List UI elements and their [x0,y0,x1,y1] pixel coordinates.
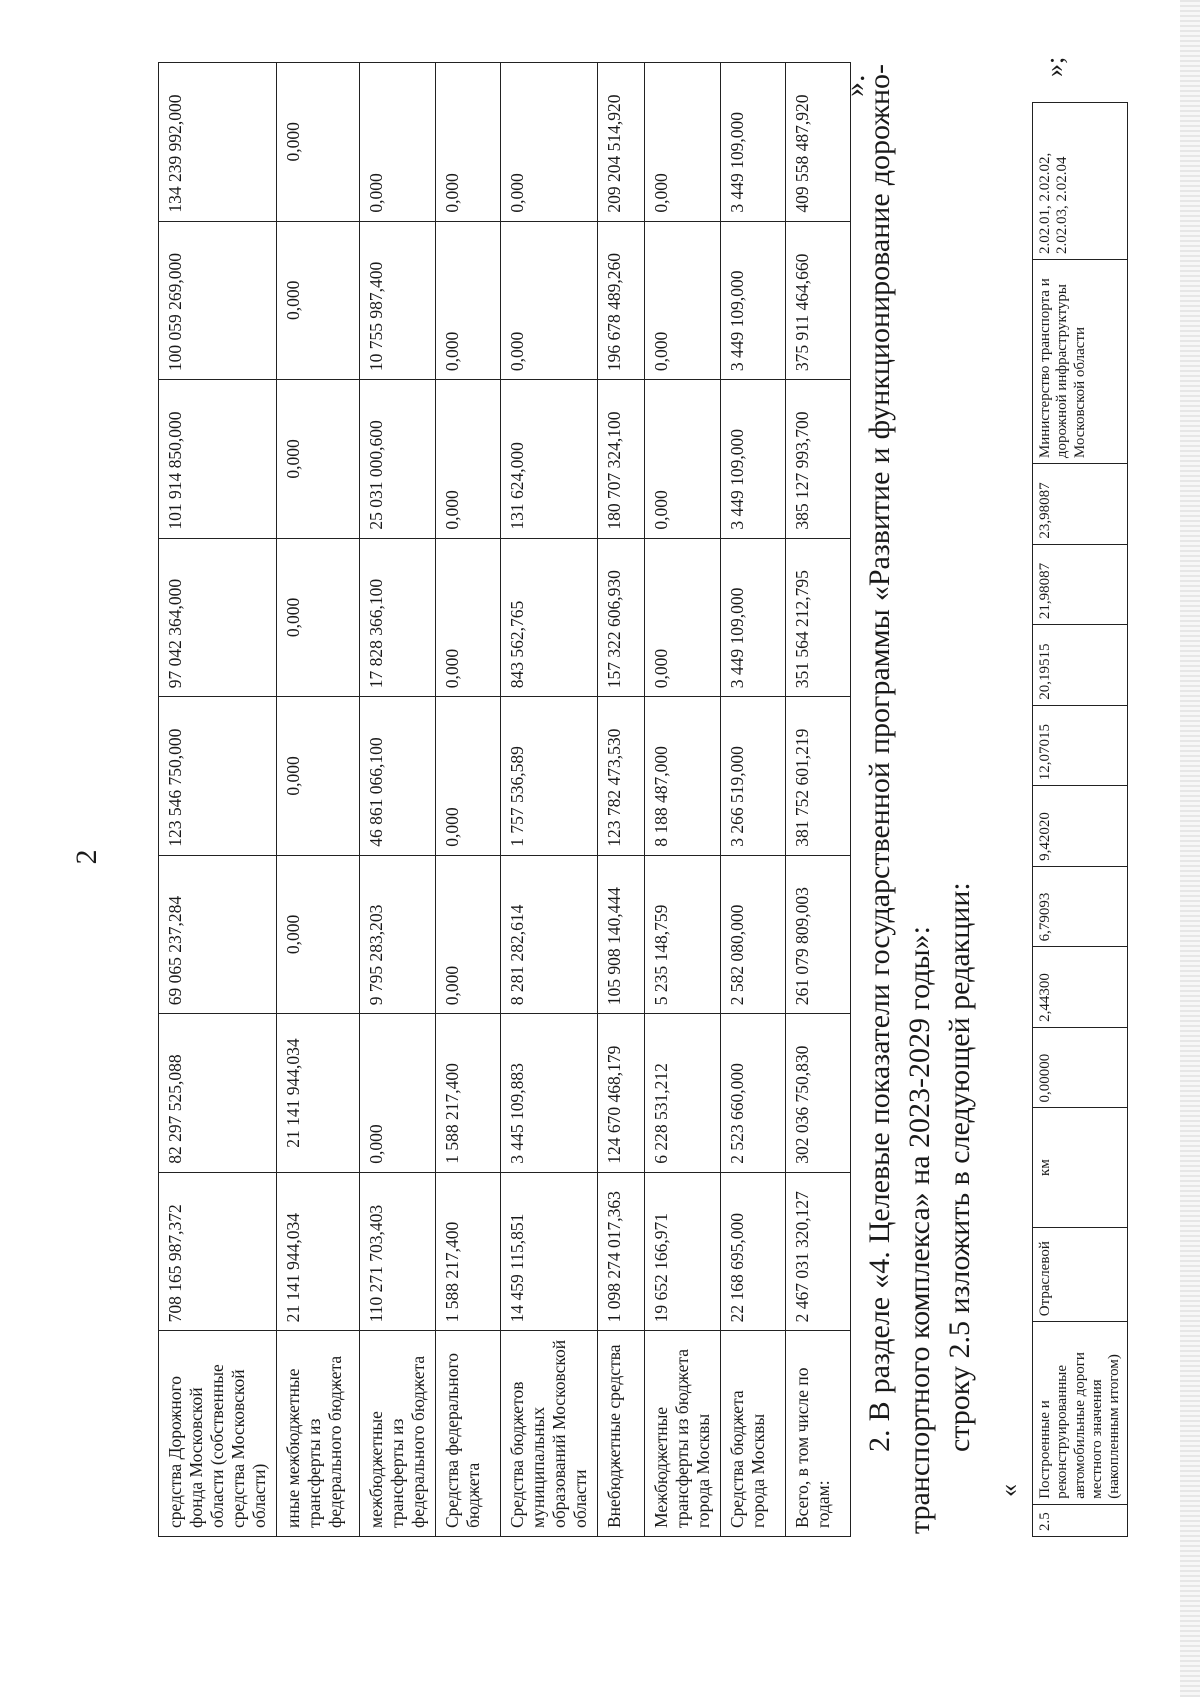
financing-value-cell: 708 165 987,372 [159,1172,277,1331]
financing-row-label: Средства бюджетов муниципальных образований Московской области [501,1331,598,1537]
financing-value-cell: 302 036 750,830 [786,1014,851,1173]
indicator-value: 21,98087 [1033,544,1128,625]
indicator-value: 2,44300 [1033,947,1128,1028]
indicator-type: Отраслевой [1033,1227,1128,1322]
financing-value-cell: 0,000 [436,538,501,697]
financing-value-cell: 2 582 080,000 [721,855,786,1014]
financing-value-cell: 0,000 [436,221,501,380]
financing-table-body [159,63,851,1537]
financing-value-cell: 3 266 519,000 [721,697,786,856]
financing-value-cell: 123 782 473,530 [598,697,645,856]
financing-value-cell: 100 059 269,000 [159,221,277,380]
indicator-value: 23,98087 [1033,464,1128,545]
financing-row-label: Всего, в том числе по годам: [786,1331,851,1537]
financing-value-cell: 0,000 [436,697,501,856]
financing-value-cell: 19 652 166,971 [645,1172,721,1331]
financing-row [598,63,645,1537]
financing-value-cell: 157 322 606,930 [598,538,645,697]
financing-value-cell: 0,000 [645,63,721,222]
financing-value-cell: 14 459 115,851 [501,1172,598,1331]
financing-value-cell: 0,000 [277,380,360,539]
financing-value-cell: 46 861 066,100 [360,697,436,856]
paragraph-line-2: транспортного комплекса» на 2023-2029 годы»: [903,926,936,1534]
paragraph-line-1: 2. В разделе «4. Целевые показатели государственной программы «Развитие и функционирование дорожно- [863,64,896,1452]
financing-row-label: Средства федерального бюджета [436,1331,501,1537]
financing-row [721,63,786,1537]
financing-value-cell: 110 271 703,403 [360,1172,436,1331]
financing-value-cell: 0,000 [360,63,436,222]
indicator-table [1032,102,1128,1537]
financing-value-cell: 0,000 [277,855,360,1014]
financing-value-cell: 0,000 [645,380,721,539]
financing-value-cell: 0,000 [645,538,721,697]
financing-value-cell: 123 546 750,000 [159,697,277,856]
financing-value-cell: 21 141 944,034 [277,1014,360,1173]
financing-row [645,63,721,1537]
financing-value-cell: 261 079 809,003 [786,855,851,1014]
indicator-value: 6,79093 [1033,866,1128,947]
financing-value-cell: 25 031 000,600 [360,380,436,539]
financing-value-cell: 105 908 140,444 [598,855,645,1014]
financing-value-cell: 381 752 601,219 [786,697,851,856]
financing-row [360,63,436,1537]
financing-value-cell: 22 168 695,000 [721,1172,786,1331]
financing-value-cell: 3 449 109,000 [721,538,786,697]
financing-value-cell: 0,000 [277,697,360,856]
financing-row-label: Средства бюджета города Москвы [721,1331,786,1537]
closing-quote: »; [1040,56,1069,77]
financing-value-cell: 409 558 487,920 [786,63,851,222]
financing-value-cell: 21 141 944,034 [277,1172,360,1331]
indicator-value: 9,42020 [1033,786,1128,867]
financing-row [501,63,598,1537]
financing-value-cell: 1 588 217,400 [436,1014,501,1173]
financing-value-cell: 3 445 109,883 [501,1014,598,1173]
financing-row [277,63,360,1537]
financing-value-cell: 0,000 [436,855,501,1014]
financing-row [786,63,851,1537]
financing-value-cell: 131 624,000 [501,380,598,539]
financing-value-cell: 124 670 468,179 [598,1014,645,1173]
financing-value-cell: 3 449 109,000 [721,380,786,539]
financing-value-cell: 10 755 987,400 [360,221,436,380]
financing-value-cell: 6 228 531,212 [645,1014,721,1173]
financing-value-cell: 375 911 464,660 [786,221,851,380]
financing-value-cell: 9 795 283,203 [360,855,436,1014]
page-number: 2 [70,849,103,865]
financing-value-cell: 3 449 109,000 [721,63,786,222]
financing-value-cell: 1 588 217,400 [436,1172,501,1331]
financing-value-cell: 0,000 [501,63,598,222]
financing-value-cell: 0,000 [360,1014,436,1173]
financing-value-cell: 209 204 514,920 [598,63,645,222]
indicator-name: Построенные и реконструированные автомобильные дороги местного значения (накопленным итогом) [1033,1322,1128,1505]
financing-row [159,63,277,1537]
financing-value-cell: 2 523 660,000 [721,1014,786,1173]
indicator-value: 12,07015 [1033,705,1128,786]
closing-quote: ». [838,74,871,97]
financing-value-cell: 0,000 [436,63,501,222]
financing-value-cell: 0,000 [277,63,360,222]
financing-value-cell: 82 297 525,088 [159,1014,277,1173]
financing-row-label: межбюджетные трансферты из федерального бюджета [360,1331,436,1537]
financing-value-cell: 385 127 993,700 [786,380,851,539]
financing-value-cell: 0,000 [277,221,360,380]
financing-value-cell: 8 281 282,614 [501,855,598,1014]
financing-value-cell: 17 828 366,100 [360,538,436,697]
paragraph-line-3: строку 2.5 изложить в следующей редакции: [943,882,976,1452]
financing-value-cell: 180 707 324,100 [598,380,645,539]
indicator-responsible: Министерство транспорта и дорожной инфраструктуры Московской области [1033,260,1128,464]
financing-value-cell: 101 914 850,000 [159,380,277,539]
opening-quote: « [994,1484,1023,1497]
financing-value-cell: 351 564 212,795 [786,538,851,697]
financing-value-cell: 0,000 [645,221,721,380]
financing-value-cell: 0,000 [501,221,598,380]
financing-value-cell: 843 562,765 [501,538,598,697]
financing-row-label: Внебюджетные средства [598,1331,645,1537]
financing-value-cell: 196 678 489,260 [598,221,645,380]
indicator-value: 0,00000 [1033,1027,1128,1108]
financing-value-cell: 8 188 487,000 [645,697,721,856]
amendment-paragraph [860,64,980,1534]
financing-row-label: иные межбюджетные трансферты из федерального бюджета [277,1331,360,1537]
indicator-number: 2.5 [1033,1504,1128,1536]
indicator-row [1033,103,1128,1537]
financing-value-cell: 0,000 [436,380,501,539]
indicator-unit: км [1033,1108,1128,1227]
financing-value-cell: 3 449 109,000 [721,221,786,380]
financing-value-cell: 69 065 237,284 [159,855,277,1014]
scan-edge [1180,0,1200,1697]
financing-value-cell: 0,000 [277,538,360,697]
financing-row-label: средства Дорожного фонда Московской области (собственные средства Московской области) [159,1331,277,1537]
financing-value-cell: 1 757 536,589 [501,697,598,856]
financing-value-cell: 1 098 274 017,363 [598,1172,645,1331]
financing-table [158,62,851,1537]
financing-row [436,63,501,1537]
indicator-links: 2.02.01, 2.02.02, 2.02.03, 2.02.04 [1033,103,1128,260]
financing-value-cell: 134 239 992,000 [159,63,277,222]
financing-value-cell: 97 042 364,000 [159,538,277,697]
indicator-value: 20,19515 [1033,625,1128,706]
financing-value-cell: 2 467 031 320,127 [786,1172,851,1331]
financing-value-cell: 5 235 148,759 [645,855,721,1014]
financing-row-label: Межбюджетные трансферты из бюджета города Москвы [645,1331,721,1537]
